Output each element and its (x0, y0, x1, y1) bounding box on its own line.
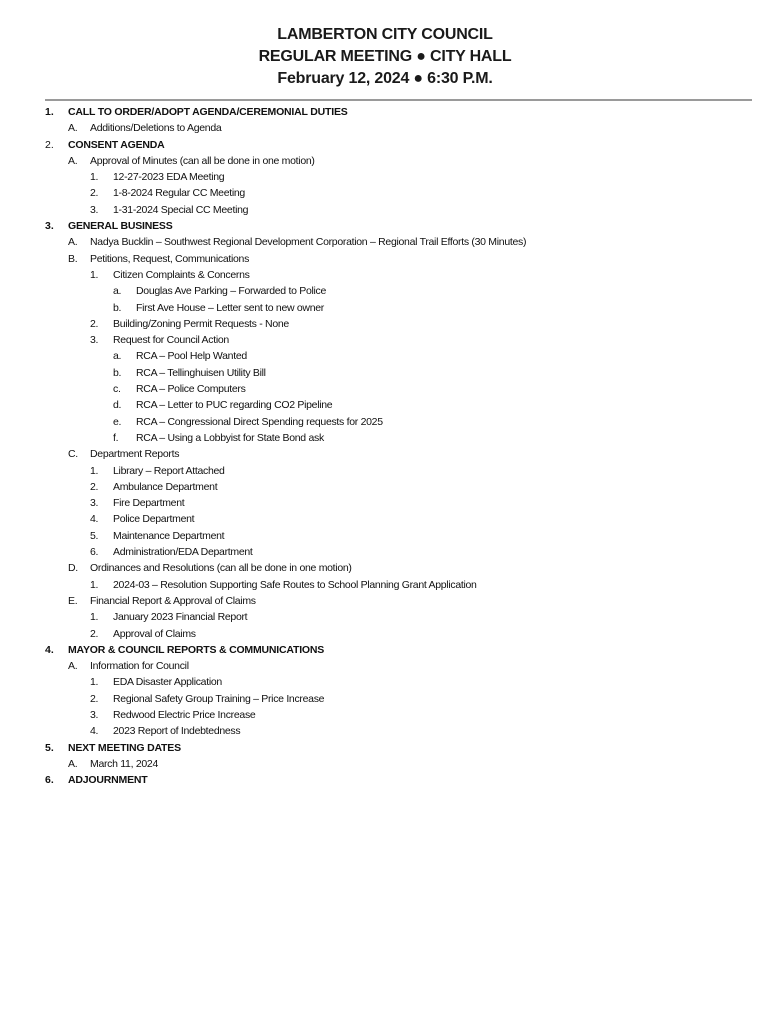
agenda-item (0, 300, 770, 316)
header-divider (45, 99, 752, 101)
agenda-item-text: Police Department (113, 513, 195, 526)
agenda-item-number: 2. (90, 317, 99, 330)
agenda-item-text: 2023 Report of Indebtedness (113, 725, 241, 738)
agenda-item-number: 1. (90, 676, 99, 689)
agenda-item (0, 626, 770, 642)
agenda-item-text: GENERAL BUSINESS (68, 220, 173, 233)
document-header (0, 24, 770, 90)
agenda-item (0, 544, 770, 560)
agenda-item-text: CONSENT AGENDA (68, 138, 165, 151)
agenda-item-number: b. (113, 301, 122, 314)
meeting-date: February 12, 2024 ● 6:30 P.M. (277, 70, 493, 87)
agenda-section (0, 740, 770, 756)
agenda-item (0, 316, 770, 332)
meeting-location: REGULAR MEETING ● CITY HALL (258, 48, 512, 65)
agenda-item (0, 332, 770, 348)
agenda-section (0, 772, 770, 788)
agenda-item-number: b. (113, 366, 122, 379)
agenda-item-number: E. (68, 594, 78, 607)
agenda-item-number: A. (68, 236, 78, 249)
council-title: LAMBERTON CITY COUNCIL (277, 26, 493, 43)
agenda-item-number: 5. (90, 529, 99, 542)
agenda-item-number: 1. (45, 106, 54, 118)
agenda-item-text: Douglas Ave Parking – Forwarded to Police (136, 285, 327, 298)
agenda-list (0, 104, 770, 788)
agenda-item-number: A. (68, 757, 78, 770)
agenda-item-number: 2. (90, 480, 99, 493)
agenda-item-number: 1. (90, 464, 99, 477)
agenda-item (0, 169, 770, 185)
agenda-item-number: A. (68, 122, 78, 135)
agenda-item (0, 674, 770, 690)
agenda-item-number: 3. (90, 203, 99, 216)
agenda-item (0, 658, 770, 674)
agenda-item-text: CALL TO ORDER/ADOPT AGENDA/CEREMONIAL DUTIES (68, 106, 348, 118)
agenda-item-number: c. (113, 383, 121, 396)
agenda-item (0, 609, 770, 625)
agenda-item-number: A. (68, 154, 78, 167)
agenda-item (0, 723, 770, 739)
agenda-item-text: Fire Department (113, 497, 185, 510)
agenda-item-text: 1-31-2024 Special CC Meeting (113, 203, 249, 216)
agenda-item-number: 3. (90, 497, 99, 510)
agenda-item-text: Additions/Deletions to Agenda (90, 122, 222, 135)
agenda-item (0, 185, 770, 201)
agenda-item-number: 4. (90, 513, 99, 526)
agenda-item-number: 1. (90, 578, 99, 591)
agenda-item-text: Regional Safety Group Training – Price Increase (113, 692, 325, 705)
agenda-item-text: RCA – Police Computers (136, 383, 246, 396)
agenda-section (0, 104, 770, 120)
agenda-item-text: NEXT MEETING DATES (68, 741, 181, 754)
agenda-item (0, 495, 770, 511)
agenda-item-text: Petitions, Request, Communications (90, 252, 250, 265)
agenda-item-number: 2. (90, 187, 99, 200)
agenda-item-number: 5. (45, 741, 54, 754)
agenda-item-text: 1-8-2024 Regular CC Meeting (113, 187, 245, 200)
agenda-item (0, 283, 770, 299)
agenda-item-text: 12-27-2023 EDA Meeting (113, 171, 225, 184)
agenda-item (0, 414, 770, 430)
agenda-item-number: a. (113, 285, 122, 298)
agenda-item (0, 365, 770, 381)
agenda-item (0, 430, 770, 446)
agenda-item-number: a. (113, 350, 122, 363)
agenda-item-text: MAYOR & COUNCIL REPORTS & COMMUNICATIONS (68, 643, 325, 656)
agenda-item-number: d. (113, 399, 122, 412)
agenda-item (0, 593, 770, 609)
agenda-item-text: March 11, 2024 (90, 757, 158, 770)
agenda-item-text: Approval of Claims (113, 627, 196, 640)
agenda-item-number: 3. (90, 334, 99, 347)
agenda-item-number: e. (113, 415, 122, 428)
agenda-item-text: Library – Report Attached (113, 464, 225, 477)
agenda-item-text: Nadya Bucklin – Southwest Regional Development Corporation – Regional Trail Efforts (30 Minutes) (90, 236, 527, 249)
agenda-item (0, 511, 770, 527)
agenda-item-number: 1. (90, 171, 99, 184)
agenda-item (0, 756, 770, 772)
agenda-item-text: RCA – Congressional Direct Spending requests for 2025 (136, 415, 383, 428)
agenda-item (0, 479, 770, 495)
agenda-item (0, 397, 770, 413)
agenda-item-text: Information for Council (90, 660, 189, 673)
agenda-item-text: Building/Zoning Permit Requests - None (113, 317, 289, 330)
agenda-item (0, 691, 770, 707)
agenda-item-text: Approval of Minutes (can all be done in one motion) (90, 154, 315, 167)
agenda-item (0, 234, 770, 250)
agenda-item-number: 2. (90, 627, 99, 640)
agenda-item (0, 707, 770, 723)
agenda-item-text: Redwood Electric Price Increase (113, 708, 256, 721)
agenda-item-number: 3. (45, 220, 54, 233)
agenda-item-text: Citizen Complaints & Concerns (113, 268, 250, 281)
agenda-item (0, 251, 770, 267)
agenda-item-text: RCA – Using a Lobbyist for State Bond ask (136, 431, 324, 444)
agenda-item (0, 202, 770, 218)
agenda-section (0, 218, 770, 234)
agenda-item-number: f. (113, 431, 119, 444)
agenda-item-text: January 2023 Financial Report (113, 611, 248, 624)
agenda-item-number: 2. (90, 692, 99, 705)
agenda-item-text: RCA – Letter to PUC regarding CO2 Pipeline (136, 399, 333, 412)
agenda-item-text: Financial Report & Approval of Claims (90, 594, 256, 607)
agenda-section (0, 137, 770, 153)
agenda-item (0, 381, 770, 397)
agenda-item-text: RCA – Tellinghuisen Utility Bill (136, 366, 266, 379)
agenda-item-number: 1. (90, 611, 99, 624)
agenda-item-number: 6. (45, 774, 54, 787)
agenda-item (0, 577, 770, 593)
agenda-item (0, 267, 770, 283)
agenda-item-number: B. (68, 252, 78, 265)
agenda-item (0, 463, 770, 479)
agenda-item (0, 446, 770, 462)
agenda-item (0, 560, 770, 576)
agenda-item-number: 1. (90, 268, 99, 281)
agenda-item-text: Request for Council Action (113, 334, 229, 347)
agenda-item-text: Ambulance Department (113, 480, 218, 493)
agenda-item-number: 4. (45, 643, 54, 656)
agenda-item-text: First Ave House – Letter sent to new owner (136, 301, 324, 314)
agenda-item-number: 3. (90, 708, 99, 721)
agenda-item-text: Department Reports (90, 448, 180, 461)
agenda-item-text: Administration/EDA Department (113, 546, 253, 559)
agenda-item-text: 2024-03 – Resolution Supporting Safe Routes to School Planning Grant Application (113, 578, 477, 591)
agenda-item-text: EDA Disaster Application (113, 676, 222, 689)
agenda-item-number: 2. (45, 138, 54, 151)
agenda-section (0, 642, 770, 658)
agenda-item-number: 6. (90, 546, 99, 559)
agenda-item (0, 153, 770, 169)
agenda-item-text: ADJOURNMENT (68, 774, 148, 787)
agenda-item-number: A. (68, 660, 78, 673)
agenda-item-number: D. (68, 562, 78, 575)
agenda-item-text: Ordinances and Resolutions (can all be done in one motion) (90, 562, 352, 575)
agenda-item-text: RCA – Pool Help Wanted (136, 350, 247, 363)
agenda-item (0, 120, 770, 136)
agenda-item (0, 528, 770, 544)
agenda-item-number: 4. (90, 725, 99, 738)
agenda-item-text: Maintenance Department (113, 529, 225, 542)
agenda-item (0, 348, 770, 364)
agenda-item-number: C. (68, 448, 78, 461)
